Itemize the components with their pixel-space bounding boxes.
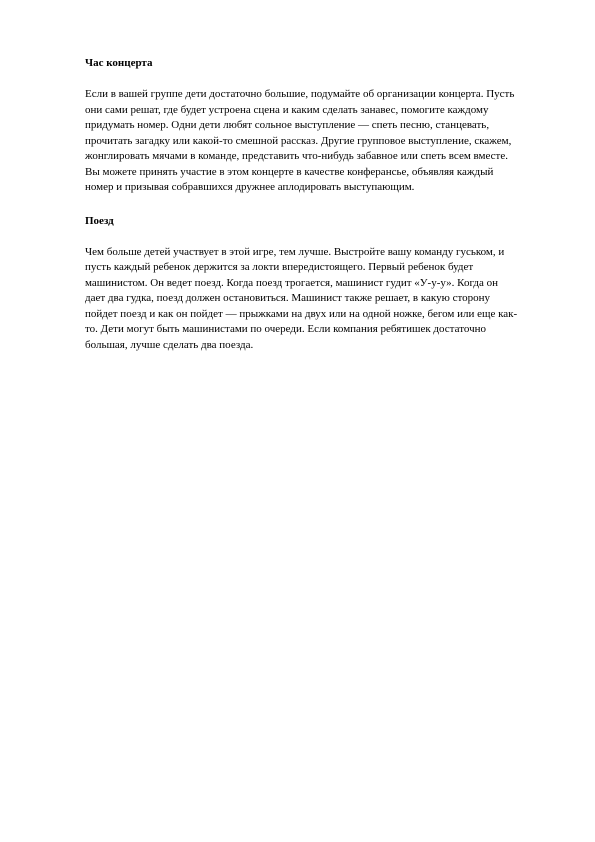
spacer <box>85 71 520 87</box>
section-heading-train: Поезд <box>85 214 114 227</box>
section-heading-concert: Час концерта <box>85 57 153 69</box>
document-body <box>85 56 520 353</box>
spacer <box>85 196 520 214</box>
section-text-train: Чем больше детей участвует в этой игре, тем лучше. Выстройте вашу команду гуськом, и пусть каждый ребенок держится за локти впередистоящего. Первый ребенок будет машинистом. Он ведет поезд. Когда поезд трогается, машинист гудит «У-у-у». Когда он дает два гудка, поезд должен остановиться. Машинист также решает, в какую сторону пойдет поезд и как он пойдет — прыжками на двух или на одной ножке, бегом или еще как-то. Дети могут быть машинистами по очереди. Если компания ребятишек достаточно большая, лучше сделать два поезда. <box>85 245 518 351</box>
spacer <box>85 229 520 245</box>
section-text-concert: Если в вашей группе дети достаточно большие, подумайте об организации концерта. Пусть они сами решат, где будет устроена сцена и каким сделать занавес, помогите каждому придумать номер. Одни дети любят сольное выступление — спеть песню, станцевать, прочитать загадку или какой-то смешной рассказ. Другие групповое выступление, скажем, жонглировать мячами в команде, представить что-нибудь забавное или спеть всем вместе. Вы можете принять участие в этом концерте в качестве конферансье, объявляя каждый номер и призывая собравшихся дружнее аплодировать выступающим. <box>85 88 515 193</box>
